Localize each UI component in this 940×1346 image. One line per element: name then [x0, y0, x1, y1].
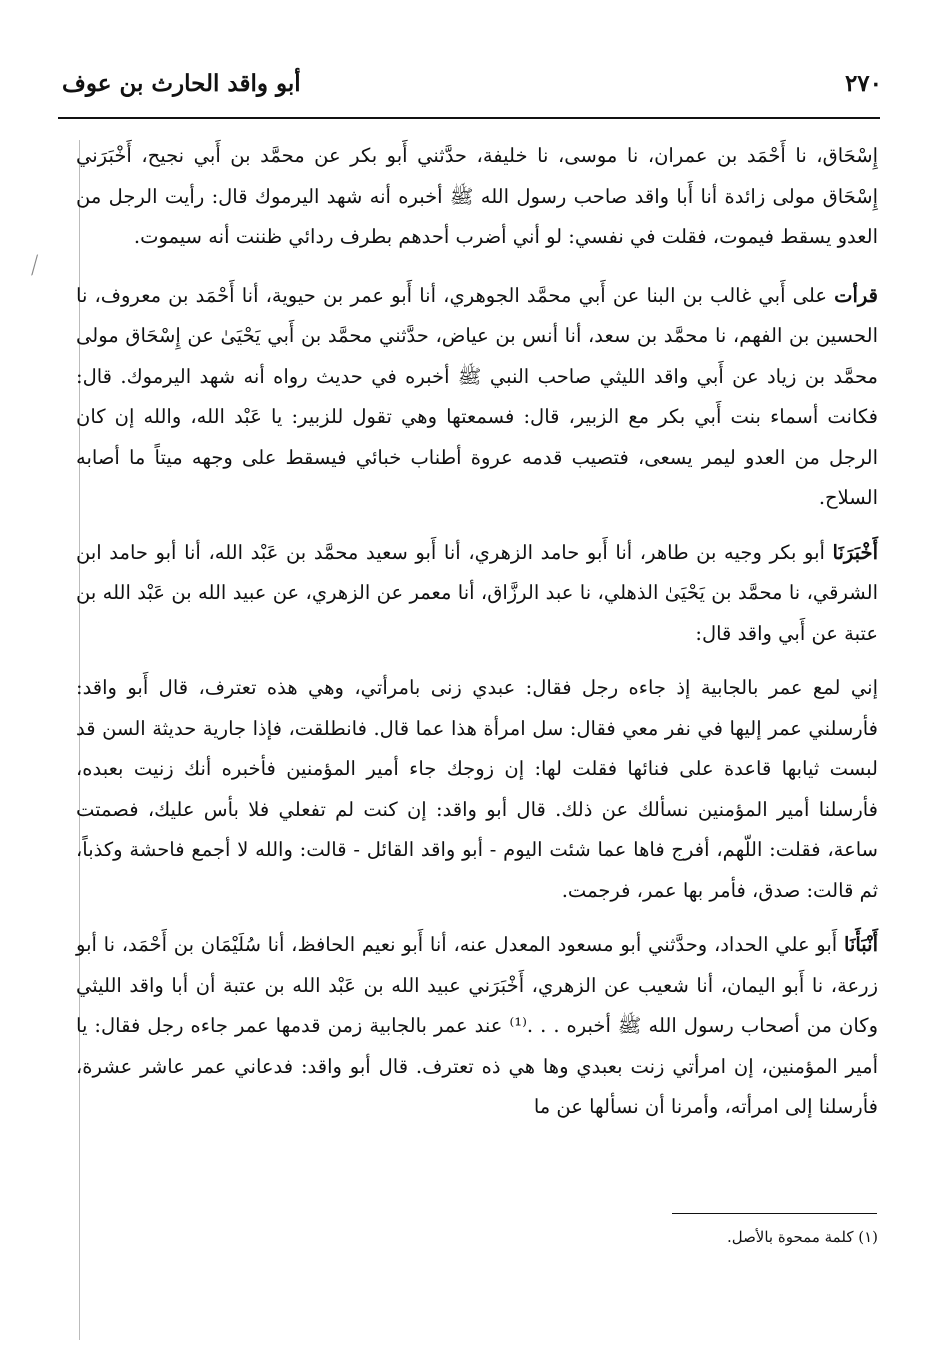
header-rule — [58, 117, 880, 119]
paragraph-lead: قرأت — [834, 283, 878, 307]
paragraph-lead: أَنْبَأَنَا — [843, 933, 878, 956]
paragraph — [76, 668, 878, 911]
paragraph — [76, 533, 878, 655]
footnote-rule — [672, 1213, 877, 1214]
paragraph-text: إِسْحَاق، نا أَحْمَد بن عمران، نا موسى، نا خليفة، حدَّثني أَبو بكر عن محمَّد بن أَبي نجيح، أَخْبَرَني إِسْحَاق مولى زائدة أنا أَبا واقد صاحب رسول الله ﷺ أخبره أنه شهد اليرموك قال: رأيت الرجل من العدو يسقط فيموت، فقلت في نفسي: لو أني أضرب أحدهم بطرف ردائي ظننت أنه سيموت. — [76, 144, 878, 248]
footnote: (١) كلمة ممحوة بالأصل. — [726, 1228, 878, 1246]
paragraph — [76, 136, 878, 258]
paragraph-text: على أَبي غالب بن البنا عن أَبي محمَّد الجوهري، أنا أَبو عمر بن حيوية، أنا أَحْمَد بن معروف، نا الحسين بن الفهم، نا محمَّد بن سعد، أنا أنس بن عياض، حدَّثني محمَّد بن أَبي يَحْيَىٰ عن إِسْحَاق مولى محمَّد بن زياد عن أَبي واقد الليثي صاحب النبي ﷺ أخبره في حديث رواه أنه شهد اليرموك. قال: فكانت أسماء بنت أَبي بكر مع الزبير، قال: فسمعتها وهي تقول للزبير: يا عَبْد الله، والله إن كان الرجل من العدو ليمر يسعى، فتصيب قدمه عروة أطناب خبائي فيسقط على وجهه ميتاً ما أصابه السلاح. — [76, 283, 878, 509]
handwritten-margin-mark: ⟋ — [22, 251, 48, 281]
paragraph — [76, 276, 878, 519]
page-number: ٢٧٠ — [844, 70, 882, 97]
paragraph-lead: أَخْبَرَنَا — [832, 540, 878, 564]
main-text — [76, 136, 878, 1144]
running-title: أبو واقد الحارث بن عوف — [62, 70, 301, 97]
paragraph-text: إني لمع عمر بالجابية إذ جاءه رجل فقال: عبدي زنى بامرأتي، وهي هذه تعترف، قال أَبو واقد: فأرسلني عمر إليها في نفر معي فقال: سل امرأة هذا عما قال. فانطلقت، فإذا جارية حديثة السن قد لبست ثيابها قاعدة على فنائها فقلت لها: إن زوجك جاء أمير المؤمنين فأخبره أنك زنيت بعبده، فأرسلنا أمير المؤمنين نسألك عن ذلك. قال أبو واقد: إن كنت لم تفعلي فلا بأس عليك، فصمتت ساعة، فقلت: اللّهم، أفرج فاها عما شئت اليوم - أبو واقد القائل - قالت: والله لا أجمع فاحشة وكذباً، ثم قالت: صدق، فأمر بها عمر، فرجمت. — [76, 676, 878, 902]
paragraph-text: أبو بكر وجيه بن طاهر، أنا أَبو حامد الزهري، أنا أَبو سعيد محمَّد بن عَبْد الله، أنا أبو حامد ابن الشرقي، نا محمَّد بن يَحْيَىٰ الذهلي، نا عبد الرزَّاق، أنا معمر عن الزهري، عن عبيد الله بن عَبْد الله بن عتبة عن أَبي واقد قال: — [76, 540, 878, 645]
page-header — [62, 66, 882, 106]
paragraph-text: أَبو علي الحداد، وحدَّثني أبو مسعود المعدل عنه، أنا أَبو نعيم الحافظ، أنا سُلَيْمَان بن أَحْمَد، نا أبو زرعة، نا أَبو اليمان، أنا شعيب عن الزهري، أَخْبَرَني عبيد الله بن عَبْد الله بن عتبة أن أبا واقد الليثي وكان من أصحاب رسول الله ﷺ أخبره . . .⁽¹⁾ عند عمر بالجابية زمن قدمها عمر جاءه رجل فقال: يا أمير المؤمنين، إن امرأتي زنت بعبدي وها هي ذه تعترف. قال أبو واقد: فدعاني عمر عاشر عشرة، فأرسلنا إلى امرأته، وأمرنا أن نسألها عن ما — [76, 933, 878, 1118]
paragraph — [76, 925, 878, 1128]
